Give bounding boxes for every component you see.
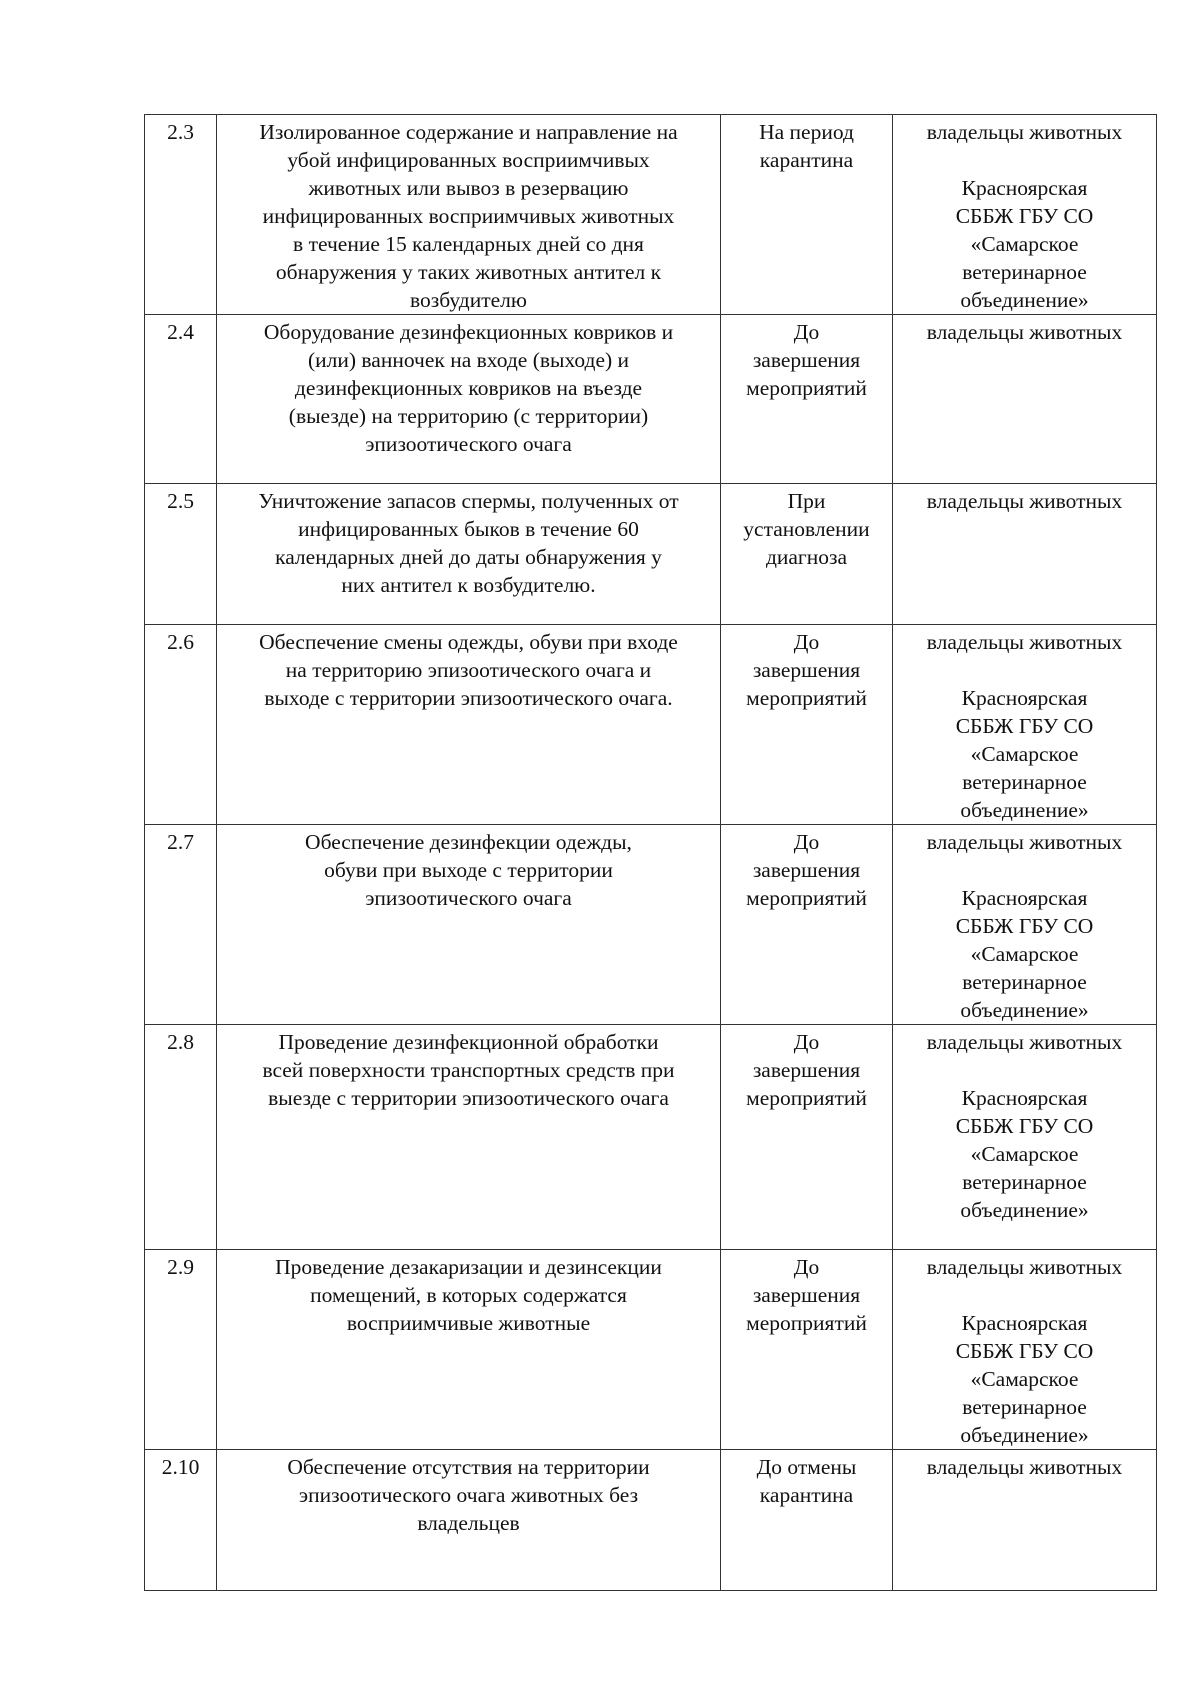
term-line: До — [793, 1255, 820, 1279]
action-line: помещений, в которых содержатся — [310, 1283, 627, 1307]
responsible-line: СББЖ ГБУ СО — [955, 204, 1094, 228]
action-cell — [217, 1450, 721, 1591]
responsible-cell — [893, 115, 1157, 315]
term-cell — [721, 115, 893, 315]
responsible-line: СББЖ ГБУ СО — [955, 1339, 1094, 1363]
action-cell — [217, 115, 721, 315]
action-line: восприимчивые животные — [346, 1311, 591, 1335]
responsible-line: объединение» — [960, 998, 1089, 1022]
responsible-cell — [893, 1250, 1157, 1450]
spacer — [899, 1056, 1150, 1084]
responsible-cell — [893, 825, 1157, 1025]
term-line: мероприятий — [746, 1086, 867, 1110]
action-cell — [217, 625, 721, 825]
term-line: диагноза — [765, 545, 848, 569]
term-line: При — [787, 489, 826, 513]
responsible-line: СББЖ ГБУ СО — [955, 1114, 1094, 1138]
term-cell — [721, 1450, 893, 1591]
action-line: Обеспечение дезинфекции одежды, — [305, 830, 632, 854]
action-line: Проведение дезакаризации и дезинсекции — [275, 1255, 662, 1279]
responsible-line: СББЖ ГБУ СО — [955, 714, 1094, 738]
responsible-line: «Самарское — [970, 742, 1079, 766]
responsible-cell — [893, 315, 1157, 484]
action-line: Оборудование дезинфекционных ковриков и — [263, 320, 674, 344]
action-cell — [217, 315, 721, 484]
action-line: выезде с территории эпизоотического очага — [268, 1086, 669, 1110]
table-row — [145, 1025, 1157, 1250]
action-line: календарных дней до даты обнаружения у — [275, 545, 662, 569]
responsible-line: ветеринарное — [962, 770, 1087, 794]
responsible-line: владельцы животных — [926, 1255, 1123, 1279]
responsible-line: Красноярская — [961, 176, 1088, 200]
responsible-line: ветеринарное — [962, 970, 1087, 994]
table-row — [145, 825, 1157, 1025]
term-line: До — [793, 320, 820, 344]
row-number: 2.8 — [145, 1025, 217, 1250]
action-line: обуви при выходе с территории — [324, 858, 613, 882]
row-number: 2.5 — [145, 484, 217, 625]
action-line: инфицированных восприимчивых животных — [262, 204, 675, 228]
row-number: 2.6 — [145, 625, 217, 825]
row-number: 2.3 — [145, 115, 217, 315]
responsible-line: владельцы животных — [926, 630, 1123, 654]
responsible-line: объединение» — [960, 798, 1089, 822]
action-line: дезинфекционных ковриков на въезде — [294, 376, 643, 400]
action-line: выходе с территории эпизоотического очага. — [264, 686, 673, 710]
action-line: Проведение дезинфекционной обработки — [278, 1030, 659, 1054]
responsible-line: объединение» — [960, 1198, 1089, 1222]
action-line: эпизоотического очага — [365, 886, 572, 910]
responsible-line: СББЖ ГБУ СО — [955, 914, 1094, 938]
action-cell — [217, 1025, 721, 1250]
term-line: завершения — [752, 658, 861, 682]
term-line: завершения — [752, 1283, 861, 1307]
action-line: них антител к возбудителю. — [341, 573, 596, 597]
term-line: карантина — [759, 1483, 854, 1507]
action-cell — [217, 484, 721, 625]
responsible-line: владельцы животных — [926, 830, 1123, 854]
term-line: установлении — [743, 517, 870, 541]
term-line: завершения — [752, 858, 861, 882]
responsible-line: ветеринарное — [962, 1395, 1087, 1419]
responsible-line: ветеринарное — [962, 260, 1087, 284]
responsible-cell — [893, 1025, 1157, 1250]
term-line: На период — [759, 120, 854, 144]
action-line: обнаружения у таких животных антител к — [275, 260, 662, 284]
action-line: (или) ванночек на входе (выходе) и — [307, 348, 630, 372]
action-line: Обеспечение отсутствия на территории — [287, 1455, 650, 1479]
responsible-line: владельцы животных — [926, 1455, 1123, 1479]
term-line: мероприятий — [746, 886, 867, 910]
table-row — [145, 315, 1157, 484]
table-row — [145, 484, 1157, 625]
term-line: завершения — [752, 1058, 861, 1082]
term-cell — [721, 315, 893, 484]
term-cell — [721, 625, 893, 825]
action-line: в течение 15 календарных дней со дня — [293, 232, 644, 256]
responsible-line: объединение» — [960, 288, 1089, 312]
term-line: До — [793, 630, 820, 654]
responsible-line: владельцы животных — [926, 1030, 1123, 1054]
row-number: 2.10 — [145, 1450, 217, 1591]
responsible-line: владельцы животных — [926, 489, 1123, 513]
action-line: возбудителю — [410, 288, 527, 312]
term-line: мероприятий — [746, 1311, 867, 1335]
term-cell — [721, 825, 893, 1025]
responsible-line: владельцы животных — [926, 320, 1123, 344]
action-line: животных или вывоз в резервацию — [308, 176, 629, 200]
table-row — [145, 625, 1157, 825]
term-cell — [721, 484, 893, 625]
responsible-line: «Самарское — [970, 232, 1079, 256]
term-cell — [721, 1250, 893, 1450]
measures-table — [144, 114, 1157, 1591]
term-cell — [721, 1025, 893, 1250]
row-number: 2.9 — [145, 1250, 217, 1450]
spacer — [899, 1281, 1150, 1309]
action-cell — [217, 1250, 721, 1450]
action-line: всей поверхности транспортных средств при — [262, 1058, 675, 1082]
term-line: карантина — [759, 148, 854, 172]
responsible-line: «Самарское — [970, 1367, 1079, 1391]
spacer — [899, 656, 1150, 684]
term-line: завершения — [752, 348, 861, 372]
table-row — [145, 1450, 1157, 1591]
action-cell — [217, 825, 721, 1025]
responsible-line: Красноярская — [961, 686, 1088, 710]
action-line: эпизоотического очага животных без — [298, 1483, 639, 1507]
action-line: Обеспечение смены одежды, обуви при входе — [259, 630, 678, 654]
responsible-line: Красноярская — [961, 1311, 1088, 1335]
action-line: убой инфицированных восприимчивых — [287, 148, 650, 172]
action-line: инфицированных быков в течение 60 — [298, 517, 639, 541]
row-number: 2.7 — [145, 825, 217, 1025]
action-line: Изолированное содержание и направление на — [259, 120, 678, 144]
action-line: Уничтожение запасов спермы, полученных от — [258, 489, 679, 513]
action-line: владельцев — [417, 1511, 520, 1535]
term-line: До — [793, 830, 820, 854]
term-line: До отмены — [756, 1455, 857, 1479]
measures-table-body — [145, 115, 1157, 1591]
action-line: эпизоотического очага — [365, 432, 572, 456]
spacer — [899, 856, 1150, 884]
table-row — [145, 115, 1157, 315]
action-line: (выезде) на территорию (с территории) — [288, 404, 649, 428]
term-line: мероприятий — [746, 376, 867, 400]
responsible-line: Красноярская — [961, 886, 1088, 910]
table-row — [145, 1250, 1157, 1450]
responsible-cell — [893, 484, 1157, 625]
responsible-cell — [893, 625, 1157, 825]
responsible-line: ветеринарное — [962, 1170, 1087, 1194]
responsible-cell — [893, 1450, 1157, 1591]
responsible-line: объединение» — [960, 1423, 1089, 1447]
spacer — [899, 146, 1150, 174]
responsible-line: владельцы животных — [926, 120, 1123, 144]
responsible-line: «Самарское — [970, 942, 1079, 966]
term-line: До — [793, 1030, 820, 1054]
responsible-line: Красноярская — [961, 1086, 1088, 1110]
action-line: на территорию эпизоотического очага и — [285, 658, 652, 682]
row-number: 2.4 — [145, 315, 217, 484]
responsible-line: «Самарское — [970, 1142, 1079, 1166]
term-line: мероприятий — [746, 686, 867, 710]
